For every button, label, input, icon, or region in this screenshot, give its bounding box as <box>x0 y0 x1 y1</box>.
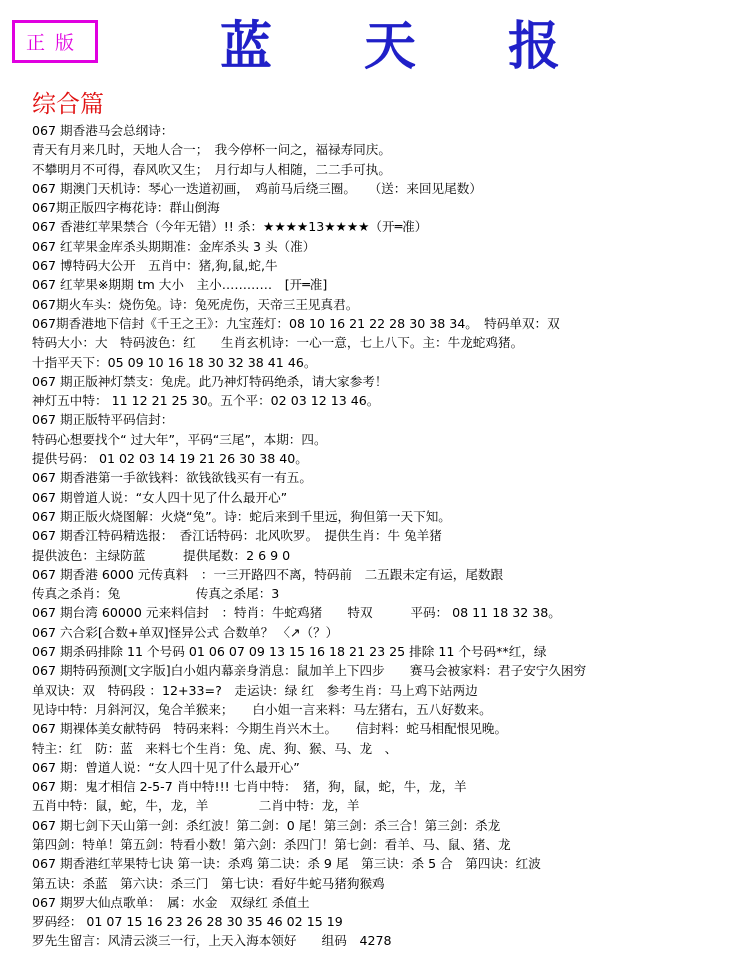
title-char-3: 报 <box>507 15 560 77</box>
text-line: 第五诀：杀蓝 第六诀：杀三门 第七诀：看好牛蛇马猪狗猴鸡 <box>32 875 385 891</box>
text-line: 提供波色：主绿防蓝 提供尾数：2 6 9 0 <box>32 547 291 563</box>
text-line: 067 期香港 6000 元传真料 ：一三开路四不离，特码前 二五跟未定有运，尾数跟 <box>32 566 504 582</box>
text-line: 067 期香港红苹果特七诀 第一诀：杀鸡 第二诀：杀 9 尾 第三诀：杀 5 合 第四诀：红波 <box>32 856 541 872</box>
text-line: 067 红苹果金库杀头期期准：金库杀头 3 头（准） <box>32 238 316 254</box>
text-line: 067 六合彩[合数+单双]怪异公式 合数单？ 〈↗（？） <box>32 624 339 640</box>
text-line: 067 期台湾 60000 元来料信封 ：特肖：牛蛇鸡猪 特双 平码： 08 11 18 32 38。 <box>32 605 561 621</box>
text-line: 067 红苹果※期期 tm 大小 主小………… [开═准] <box>32 277 328 293</box>
text-line: 067 期特码预测[文字版]白小姐内幕亲身消息：鼠加羊上下四步 赛马会被家料：君子安宁久困穷 <box>32 663 587 679</box>
text-line: 067 期香港马会总纲诗： <box>32 123 174 138</box>
text-line: 067 期香江特码精选报： 香江话特码：北风吹罗。 提供生肖：牛 兔羊猪 <box>32 528 442 544</box>
text-line: 067期香港地下信封《千王之王》：九宝莲灯：08 10 16 21 22 28 30 38 34。 特码单双：双 <box>32 315 560 331</box>
text-line: 067 期香港第一手欲钱料：欲钱欲钱买有一有五。 <box>32 470 312 486</box>
title-char-2: 天 <box>363 15 416 77</box>
text-line: 067期火车头：烧伤兔。诗：兔死虎伤，天帝三王见真君。 <box>32 296 359 312</box>
text-line: 神灯五中特： 11 12 21 25 30。五个平：02 03 12 13 46。 <box>32 393 380 409</box>
text-line: 067 期：鬼才相信 2-5-7 肖中特!!! 七肖中特： 猪，狗，鼠，蛇，牛，龙，羊 <box>32 779 467 795</box>
text-line: 067 期曾道人说：“女人四十见了什么最开心” <box>32 489 288 505</box>
text-line: 青天有月来几时，天地人合一； 我今停杯一问之，福禄寿同庆。 <box>32 142 391 158</box>
text-line: 第四剑：特单！第五剑：特看小数！第六剑：杀四门！第七剑：看羊、马、鼠、猪、龙 <box>32 836 511 852</box>
text-line: 067 期正版火烧图解：火烧“兔”。诗：蛇后来到千里远，狗但第一天下知。 <box>32 508 451 524</box>
text-line: 067 期杀码排除 11 个号码 01 06 07 09 13 15 16 18 21 23 25 排除 11 个号码**红，绿 <box>32 644 547 660</box>
text-line: 067 期裸体美女献特码 特码来料：今期生肖兴木土。 信封料：蛇马相配恨见晚。 <box>32 721 508 737</box>
section-heading: 综合篇 <box>32 90 104 118</box>
text-line: 067 期罗大仙点歌单： 属：水金 双绿红 杀值土 <box>32 894 310 910</box>
text-line: 067期正版四字梅花诗：群山倒海 <box>32 200 220 216</box>
text-line: 不攀明月不可得，春风吹又生； 月行却与人相随，二二手可执。 <box>32 161 391 177</box>
page-title <box>220 6 560 76</box>
text-line: 067 期正版神灯禁支：兔虎。此乃神灯特码绝杀，请大家参考！ <box>32 373 388 389</box>
text-line: 067 博特码大公开 五肖中：猪,狗,鼠,蛇,牛 <box>32 258 278 274</box>
text-line: 特码大小：大 特码波色：红 生肖玄机诗：一心一意，七上八下。主：牛龙蛇鸡猪。 <box>32 335 524 351</box>
text-line: 067 期正版特平码信封： <box>32 412 174 428</box>
text-line: 五肖中特：鼠，蛇，牛，龙，羊 二肖中特：龙，羊 <box>32 798 360 814</box>
text-line: 提供号码： 01 02 03 14 19 21 26 30 38 40。 <box>32 451 308 467</box>
text-line: 罗码经： 01 07 15 16 23 26 28 30 35 46 02 15 19 <box>32 914 343 930</box>
text-line: 十指平天下：05 09 10 16 18 30 32 38 41 46。 <box>32 354 317 370</box>
text-line: 067 香港红苹果禁合（今年无错）!! 杀：★★★★13★★★★（开═准） <box>32 219 428 235</box>
text-line: 见诗中特：月斜河汉，兔合羊猴来； 白小姐一言来料：马左猪右，五八好数来。 <box>32 701 492 717</box>
text-line: 067 期七剑下天山第一剑：杀红波！第二剑：0 尾！第三剑：杀三合！第三剑：杀龙 <box>32 817 501 833</box>
text-line: 067 期：曾道人说：“女人四十见了什么最开心” <box>32 759 300 775</box>
text-line: 067 期澳门天机诗：琴心一迭道初画， 鸡前马后绕三圈。 （送：来回见尾数） <box>32 180 482 196</box>
text-line: 罗先生留言：风清云淡三一行，上天入海本领好 组码 4278 <box>32 933 392 949</box>
text-line: 单双诀：双 特码段 ：12+33=? 走运诀：绿 红 参考生肖：马上鸡下站两边 <box>32 682 478 698</box>
title-char-1: 蓝 <box>220 15 273 77</box>
text-line: 特码心想要找个“ 过大年”，平码“三尾”，本期：四。 <box>32 431 327 447</box>
article-body <box>32 121 738 951</box>
edition-badge: 正版 <box>12 20 98 63</box>
text-line: 传真之杀肖：兔 传真之杀尾：3 <box>32 586 280 602</box>
text-line: 特主：红 防：蓝 来料七个生肖：兔、虎、狗、猴、马、龙 、 <box>32 740 398 756</box>
